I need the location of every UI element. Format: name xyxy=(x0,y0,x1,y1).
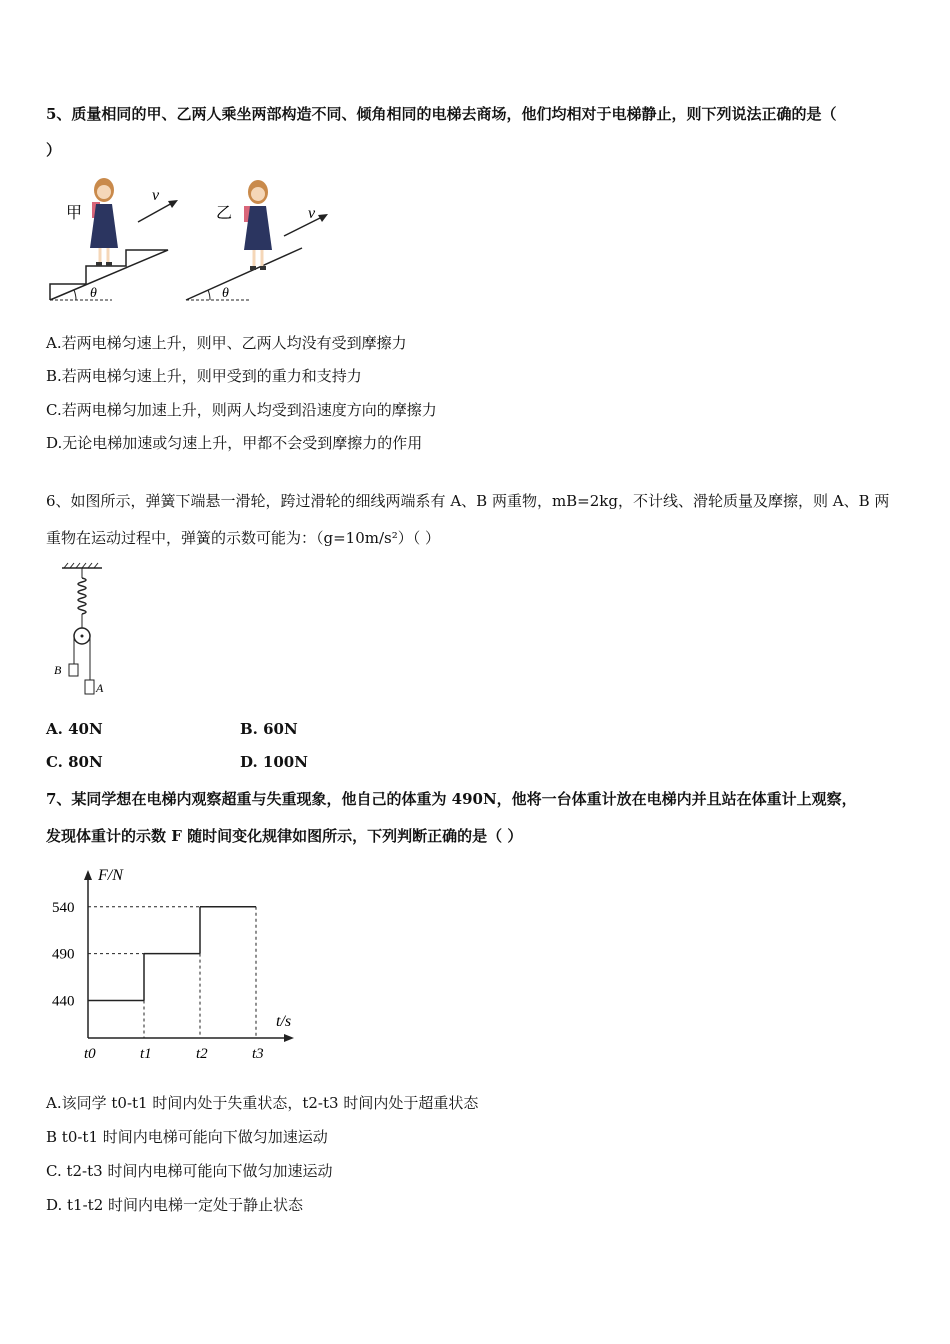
q5-option-a: A.若两电梯匀速上升，则甲、乙两人均没有受到摩擦力 xyxy=(46,334,407,352)
x-tick-label: t2 xyxy=(196,1046,208,1062)
theta-left: θ xyxy=(90,286,97,301)
q5-stem-line1: 5、质量相同的甲、乙两人乘坐两部构造不同、倾角相同的电梯去商场，他们均相对于电梯静止，则下列说法正确的是（ xyxy=(46,105,837,123)
spring-icon xyxy=(78,578,86,614)
theta-arc-left xyxy=(74,290,76,300)
y-axis-arrow xyxy=(84,870,92,880)
q5-escalator-figure xyxy=(46,170,346,310)
q5-option-b: B.若两电梯匀速上升，则甲受到的重力和支持力 xyxy=(46,367,362,385)
y-tick-label: 540 xyxy=(52,899,75,916)
q6-option-c: C. 80N xyxy=(46,753,103,771)
q6-option-b: B. 60N xyxy=(240,720,298,738)
q7-option-d: D. t1-t2 时间内电梯一定处于静止状态 xyxy=(46,1196,304,1214)
y-tick-label: 490 xyxy=(52,946,75,963)
x-axis-label: t/s xyxy=(276,1013,292,1030)
q6-option-d: D. 100N xyxy=(240,753,308,771)
q5-option-d: D.无论电梯加速或匀速上升，甲都不会受到摩擦力的作用 xyxy=(46,434,423,452)
q7-option-c: C. t2-t3 时间内电梯可能向下做匀加速运动 xyxy=(46,1162,333,1180)
q7-option-a: A.该同学 t0-t1 时间内处于失重状态，t2-t3 时间内处于超重状态 xyxy=(46,1094,479,1112)
q7-stem-line1: 7、某同学想在电梯内观察超重与失重现象，他自己的体重为 490N，他将一台体重计放在电梯内并且站在体重计上观察， xyxy=(46,790,857,808)
theta-right: θ xyxy=(222,286,229,301)
q6-pulley-figure xyxy=(46,562,126,702)
q6-option-a: A. 40N xyxy=(46,720,103,738)
girl-jia-icon xyxy=(90,178,118,266)
v-left: v xyxy=(152,187,160,204)
velocity-arrow-left xyxy=(138,202,174,222)
q6-stem-line2: 重物在运动过程中，弹簧的示数可能为：（g=10m/s²）（ ） xyxy=(46,529,441,547)
q6-stem-line1: 6、如图所示，弹簧下端悬一滑轮，跨过滑轮的细线两端系有 A、B 两重物，mB=2kg，不计线、滑轮质量及摩擦，则 A、B 两 xyxy=(46,492,890,510)
force-time-chart xyxy=(46,858,306,1068)
x-tick-label: t0 xyxy=(84,1046,96,1062)
x-axis-arrow xyxy=(284,1034,294,1042)
flat-escalator xyxy=(186,248,302,300)
x-tick-label: t3 xyxy=(252,1046,264,1062)
label-a: A xyxy=(96,681,104,695)
v-right: v xyxy=(308,205,316,222)
block-a xyxy=(85,680,94,694)
girl-yi-icon xyxy=(244,180,272,270)
x-tick-label: t1 xyxy=(140,1046,152,1062)
theta-arc-right xyxy=(208,290,210,300)
q7-option-b: B t0-t1 时间内电梯可能向下做匀加速运动 xyxy=(46,1128,328,1146)
label-b: B xyxy=(54,663,62,677)
y-axis-label: F/N xyxy=(98,867,123,884)
q5-option-c: C.若两电梯匀加速上升，则两人均受到沿速度方向的摩擦力 xyxy=(46,401,437,419)
q5-stem-line2: ） xyxy=(46,141,62,159)
velocity-arrow-right xyxy=(284,216,324,236)
q7-stem-line2: 发现体重计的示数 F 随时间变化规律如图所示，下列判断正确的是（ ） xyxy=(46,827,523,845)
label-yi: 乙 xyxy=(216,205,233,222)
label-jia: 甲 xyxy=(66,205,83,222)
y-tick-label: 440 xyxy=(52,993,75,1010)
block-b xyxy=(69,664,78,676)
